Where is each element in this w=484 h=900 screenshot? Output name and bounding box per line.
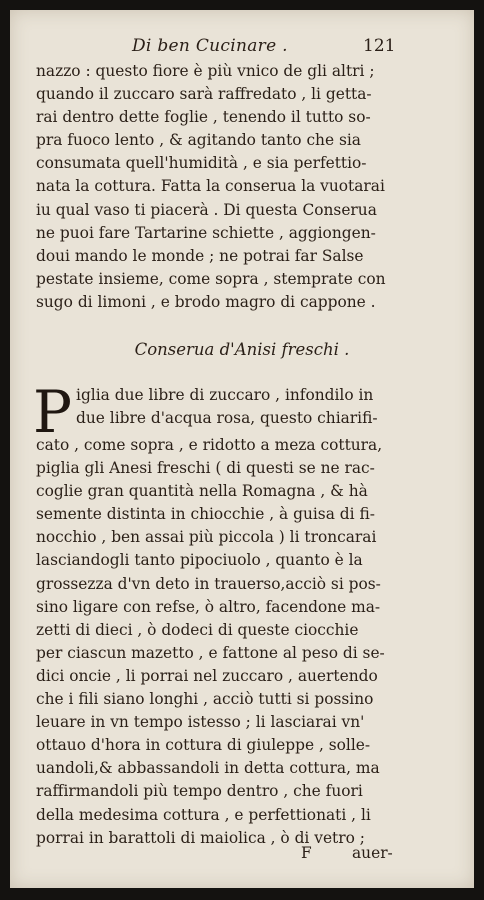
text-line: nata la cottura. Fatta la conserua la vuotarai bbox=[36, 177, 385, 196]
text-line: leuare in vn tempo istesso ; li lasciarai vn' bbox=[36, 713, 365, 732]
text-line: sino ligare con refse, ò altro, facendone ma- bbox=[36, 597, 381, 616]
page-footer bbox=[10, 844, 474, 866]
text-line: lasciandogli tanto pipociuolo , quanto è la bbox=[36, 551, 363, 570]
text-line: uandoli,& abbassandoli in detta cottura, ma bbox=[36, 759, 380, 778]
text-line: due libre d'acqua rosa, questo chiarifi- bbox=[76, 409, 378, 428]
text-line: coglie gran quantità nella Romagna , & hà bbox=[36, 482, 368, 501]
book-page bbox=[10, 10, 474, 888]
text-line: della medesima cottura , e perfettionati , li bbox=[36, 805, 371, 824]
text-line: nocchio , ben assai più piccola ) li troncarai bbox=[36, 528, 377, 547]
signature-mark: F bbox=[301, 844, 312, 862]
paragraph-bottom bbox=[33, 378, 464, 850]
text-line: iglia due libre di zuccaro , infondilo in bbox=[76, 386, 374, 404]
text-line: pra fuoco lento , & agitando tanto che sia bbox=[36, 131, 361, 150]
text-line: per ciascun mazetto , e fattone al peso di se- bbox=[36, 643, 385, 662]
text-line: sugo di limoni , e brodo magro di cappone . bbox=[36, 292, 376, 311]
paragraph-top bbox=[36, 60, 464, 314]
text-line: dici oncie , li porrai nel zuccaro , auertendo bbox=[36, 666, 378, 685]
text-line: ottauo d'hora in cottura di giuleppe , solle- bbox=[36, 736, 371, 755]
text-line: rai dentro dette foglie , tenendo il tutto so- bbox=[36, 108, 371, 127]
text-line: ne puoi fare Tartarine schiette , aggiongen- bbox=[36, 223, 376, 242]
drop-cap: P bbox=[33, 378, 73, 446]
text-line: raffirmandoli più tempo dentro , che fuori bbox=[36, 782, 363, 801]
text-line: cato , come sopra , e ridotto a meza cottura, bbox=[36, 436, 383, 454]
text-line: doui mando le monde ; ne potrai far Salse bbox=[36, 246, 364, 265]
text-line: semente distinta in chiocchie , à guisa di fi- bbox=[36, 505, 375, 524]
text-line: che i fili siano longhi , acciò tutti si possino bbox=[36, 690, 374, 709]
text-line: quando il zuccaro sarà raffredato , li getta- bbox=[36, 85, 372, 104]
section-heading: Conserua d'Anisi freschi . bbox=[134, 340, 350, 359]
catchword: auer- bbox=[352, 844, 393, 862]
text-line: pestate insieme, come sopra , stemprate con bbox=[36, 269, 386, 288]
page-header bbox=[10, 36, 474, 58]
text-line: piglia gli Anesi freschi ( di questi se ne rac- bbox=[36, 459, 375, 478]
text-line: iu qual vaso ti piacerà . Di questa Conserua bbox=[36, 200, 377, 219]
text-line: consumata quell'humidità , e sia perfettio- bbox=[36, 154, 367, 173]
running-title: Di ben Cucinare . bbox=[132, 36, 288, 56]
text-line: zetti di dieci , ò dodeci di queste ciocchie bbox=[36, 620, 359, 639]
text-line: porrai in barattoli di maiolica , ò di vetro ; bbox=[36, 828, 365, 847]
page-number: 121 bbox=[363, 36, 396, 56]
drop-cap-lines bbox=[76, 384, 464, 430]
text-line: grossezza d'vn deto in trauerso,acciò si pos- bbox=[36, 574, 381, 593]
text-line: nazzo : questo fiore è più vnico de gli altri ; bbox=[36, 62, 375, 80]
